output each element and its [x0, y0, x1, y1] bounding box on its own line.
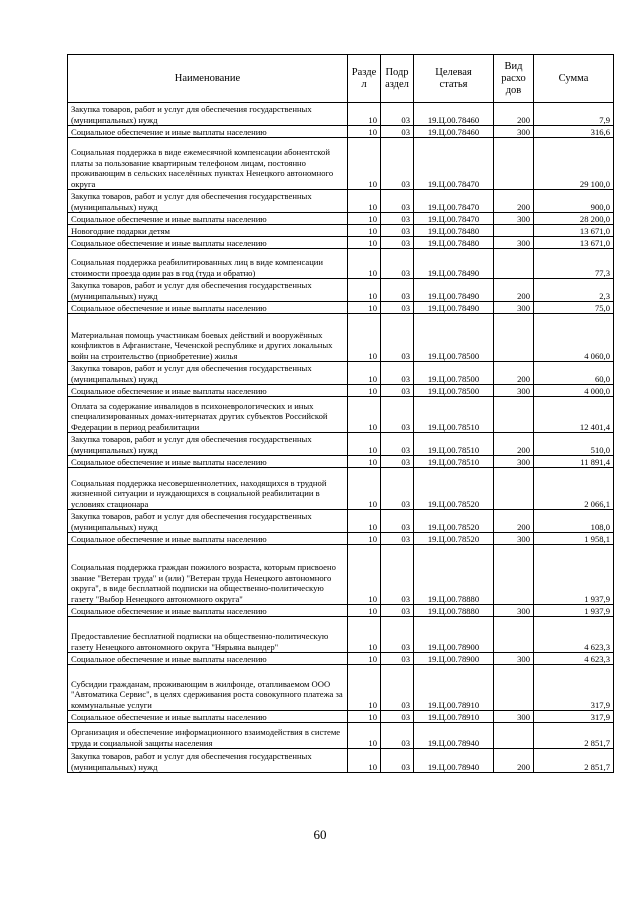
- row-expense-type: [494, 314, 534, 362]
- row-sum: 12 401,4: [534, 397, 614, 433]
- row-sum: 4 623,3: [534, 653, 614, 665]
- table-row: [68, 397, 614, 433]
- row-sum: 2,3: [534, 279, 614, 302]
- row-expense-type: 300: [494, 385, 534, 397]
- table-row: [68, 545, 614, 605]
- row-sum: 4 060,0: [534, 314, 614, 362]
- row-name: Закупка товаров, работ и услуг для обеспечения государственных (муниципальных) нужд: [68, 279, 348, 302]
- table-header-row: [68, 55, 614, 103]
- row-subsection: 03: [381, 711, 414, 723]
- row-expense-type: 300: [494, 711, 534, 723]
- row-section: 10: [348, 314, 381, 362]
- row-subsection: 03: [381, 103, 414, 126]
- table-row: [68, 653, 614, 665]
- row-expense-type: [494, 617, 534, 653]
- row-subsection: 03: [381, 314, 414, 362]
- row-subsection: 03: [381, 653, 414, 665]
- table-row: [68, 103, 614, 126]
- budget-table: [67, 54, 614, 773]
- row-expense-type: [494, 225, 534, 237]
- row-subsection: 03: [381, 723, 414, 749]
- row-name: Субсидии гражданам, проживающим в жилфонде, отапливаемом ООО "Автоматика Сервис", в целях сдерживания роста совокупного платежа за коммунальные услуги: [68, 665, 348, 711]
- row-target-article: 19.Ц.00.78480: [414, 237, 494, 249]
- row-name: Социальная поддержка в виде ежемесячной компенсации абонентской платы за пользование квартирным телефоном лицам, постоянно проживающим в сельских населённых пунктах Ненецкого автономного округа: [68, 138, 348, 190]
- row-expense-type: [494, 468, 534, 510]
- row-name: Закупка товаров, работ и услуг для обеспечения государственных (муниципальных) нужд: [68, 190, 348, 213]
- row-sum: 316,6: [534, 126, 614, 138]
- row-section: 10: [348, 468, 381, 510]
- table-row: [68, 723, 614, 749]
- table-row: [68, 711, 614, 723]
- table-row: [68, 533, 614, 545]
- row-sum: 13 671,0: [534, 237, 614, 249]
- row-name: Социальное обеспечение и иные выплаты населению: [68, 302, 348, 314]
- row-expense-type: [494, 723, 534, 749]
- header-expense-label: Вид расхо дов: [501, 60, 526, 96]
- row-subsection: 03: [381, 249, 414, 279]
- row-section: 10: [348, 385, 381, 397]
- row-sum: 2 851,7: [534, 749, 614, 773]
- row-expense-type: 200: [494, 103, 534, 126]
- header-subsection-label: Подр аздел: [385, 66, 409, 90]
- table-body: [68, 103, 614, 773]
- row-expense-type: 300: [494, 126, 534, 138]
- row-section: 10: [348, 545, 381, 605]
- row-name: Социальное обеспечение и иные выплаты населению: [68, 213, 348, 225]
- row-target-article: 19.Ц.00.78940: [414, 723, 494, 749]
- row-target-article: 19.Ц.00.78500: [414, 362, 494, 385]
- table-row: [68, 237, 614, 249]
- table-row: [68, 510, 614, 533]
- row-section: 10: [348, 665, 381, 711]
- row-name: Социальное обеспечение и иные выплаты населению: [68, 605, 348, 617]
- header-expense-type: [494, 55, 534, 103]
- row-target-article: 19.Ц.00.78900: [414, 653, 494, 665]
- row-subsection: 03: [381, 433, 414, 456]
- row-name: Социальное обеспечение и иные выплаты населению: [68, 711, 348, 723]
- table-row: [68, 190, 614, 213]
- row-subsection: 03: [381, 665, 414, 711]
- row-target-article: 19.Ц.00.78470: [414, 138, 494, 190]
- row-subsection: 03: [381, 468, 414, 510]
- table-row: [68, 314, 614, 362]
- row-section: 10: [348, 510, 381, 533]
- row-name: Социальное обеспечение и иные выплаты населению: [68, 126, 348, 138]
- table-row: [68, 225, 614, 237]
- row-subsection: 03: [381, 279, 414, 302]
- row-sum: 900,0: [534, 190, 614, 213]
- row-section: 10: [348, 362, 381, 385]
- row-sum: 7,9: [534, 103, 614, 126]
- row-subsection: 03: [381, 225, 414, 237]
- row-name: Социальное обеспечение и иные выплаты населению: [68, 456, 348, 468]
- row-name: Закупка товаров, работ и услуг для обеспечения государственных (муниципальных) нужд: [68, 749, 348, 773]
- row-section: 10: [348, 279, 381, 302]
- row-subsection: 03: [381, 302, 414, 314]
- row-target-article: 19.Ц.00.78490: [414, 302, 494, 314]
- header-name: Наименование: [68, 55, 348, 103]
- header-section-label: Разде л: [351, 66, 377, 90]
- row-target-article: 19.Ц.00.78900: [414, 617, 494, 653]
- row-name: Предоставление бесплатной подписки на общественно-политическую газету Ненецкого автономного округа "Нярьяна вындер": [68, 617, 348, 653]
- row-sum: 28 200,0: [534, 213, 614, 225]
- row-section: 10: [348, 533, 381, 545]
- row-section: 10: [348, 302, 381, 314]
- row-name: Социальное обеспечение и иные выплаты населению: [68, 237, 348, 249]
- row-section: 10: [348, 711, 381, 723]
- row-subsection: 03: [381, 213, 414, 225]
- row-sum: 4 623,3: [534, 617, 614, 653]
- row-target-article: 19.Ц.00.78500: [414, 314, 494, 362]
- row-subsection: 03: [381, 533, 414, 545]
- table-row: [68, 456, 614, 468]
- row-target-article: 19.Ц.00.78510: [414, 397, 494, 433]
- row-expense-type: [494, 665, 534, 711]
- row-target-article: 19.Ц.00.78880: [414, 605, 494, 617]
- row-name: Новогодние подарки детям: [68, 225, 348, 237]
- row-target-article: 19.Ц.00.78500: [414, 385, 494, 397]
- row-sum: 2 066,1: [534, 468, 614, 510]
- row-name: Закупка товаров, работ и услуг для обеспечения государственных (муниципальных) нужд: [68, 433, 348, 456]
- row-name: Оплата за содержание инвалидов в психоневрологических и иных специализированных домах-интернатах других субъектов Российской Федерации в период реабилитации: [68, 397, 348, 433]
- row-section: 10: [348, 653, 381, 665]
- row-expense-type: 200: [494, 749, 534, 773]
- row-subsection: 03: [381, 456, 414, 468]
- row-sum: 60,0: [534, 362, 614, 385]
- row-target-article: 19.Ц.00.78910: [414, 665, 494, 711]
- row-target-article: 19.Ц.00.78510: [414, 433, 494, 456]
- header-target-article: [414, 55, 494, 103]
- table-row: [68, 126, 614, 138]
- row-name: Закупка товаров, работ и услуг для обеспечения государственных (муниципальных) нужд: [68, 510, 348, 533]
- row-subsection: 03: [381, 397, 414, 433]
- row-expense-type: [494, 397, 534, 433]
- row-target-article: 19.Ц.00.78520: [414, 510, 494, 533]
- row-sum: 510,0: [534, 433, 614, 456]
- row-sum: 29 100,0: [534, 138, 614, 190]
- row-section: 10: [348, 397, 381, 433]
- row-sum: 108,0: [534, 510, 614, 533]
- row-sum: 317,9: [534, 665, 614, 711]
- row-subsection: 03: [381, 749, 414, 773]
- row-sum: 11 891,4: [534, 456, 614, 468]
- header-target-label: Целевая статья: [435, 66, 472, 90]
- row-expense-type: 200: [494, 510, 534, 533]
- row-name: Социальная поддержка несовершеннолетних, находящихся в трудной жизненной ситуации и нуждающихся в социальной реабилитации в условиях стационара: [68, 468, 348, 510]
- header-section: [348, 55, 381, 103]
- row-expense-type: 200: [494, 362, 534, 385]
- row-target-article: 19.Ц.00.78470: [414, 213, 494, 225]
- row-subsection: 03: [381, 190, 414, 213]
- row-name: Социальное обеспечение и иные выплаты населению: [68, 653, 348, 665]
- page-number: 60: [313, 827, 327, 842]
- row-expense-type: 300: [494, 456, 534, 468]
- row-target-article: 19.Ц.00.78510: [414, 456, 494, 468]
- row-section: 10: [348, 237, 381, 249]
- table-row: [68, 249, 614, 279]
- row-section: 10: [348, 213, 381, 225]
- row-name: Социальное обеспечение и иные выплаты населению: [68, 385, 348, 397]
- row-target-article: 19.Ц.00.78940: [414, 749, 494, 773]
- row-sum: 75,0: [534, 302, 614, 314]
- row-name: Социальная поддержка реабилитированных лиц в виде компенсации стоимости проезда один раз в год (туда и обратно): [68, 249, 348, 279]
- row-expense-type: 300: [494, 302, 534, 314]
- row-section: 10: [348, 190, 381, 213]
- row-target-article: 19.Ц.00.78490: [414, 279, 494, 302]
- row-section: 10: [348, 723, 381, 749]
- row-name: Организация и обеспечение информационного взаимодействия в системе труда и социальной защиты населения: [68, 723, 348, 749]
- table-row: [68, 279, 614, 302]
- row-section: 10: [348, 249, 381, 279]
- row-expense-type: 200: [494, 279, 534, 302]
- row-expense-type: 300: [494, 605, 534, 617]
- table-row: [68, 385, 614, 397]
- row-expense-type: 200: [494, 433, 534, 456]
- row-target-article: 19.Ц.00.78460: [414, 126, 494, 138]
- row-section: 10: [348, 617, 381, 653]
- row-expense-type: [494, 138, 534, 190]
- row-expense-type: 300: [494, 533, 534, 545]
- row-subsection: 03: [381, 617, 414, 653]
- row-target-article: 19.Ц.00.78520: [414, 468, 494, 510]
- row-section: 10: [348, 103, 381, 126]
- header-subsection: [381, 55, 414, 103]
- row-name: Закупка товаров, работ и услуг для обеспечения государственных (муниципальных) нужд: [68, 362, 348, 385]
- table-row: [68, 749, 614, 773]
- row-name: Закупка товаров, работ и услуг для обеспечения государственных (муниципальных) нужд: [68, 103, 348, 126]
- table-row: [68, 665, 614, 711]
- row-expense-type: 300: [494, 213, 534, 225]
- row-target-article: 19.Ц.00.78880: [414, 545, 494, 605]
- row-name: Социальная поддержка граждан пожилого возраста, которым присвоено звание "Ветеран труда" и (или) "Ветеран труда Ненецкого автономного округа", в виде бесплатной подписки на общественно-политическую газету "Выбор Ненецкого автономного округа": [68, 545, 348, 605]
- row-expense-type: 300: [494, 653, 534, 665]
- table-row: [68, 617, 614, 653]
- row-section: 10: [348, 138, 381, 190]
- row-name: Материальная помощь участникам боевых действий и вооружённых конфликтов в Афганистане, Чеченской республике и других локальных войн на строительство (приобретение) жилья: [68, 314, 348, 362]
- table-row: [68, 605, 614, 617]
- table-row: [68, 468, 614, 510]
- row-section: 10: [348, 456, 381, 468]
- row-subsection: 03: [381, 237, 414, 249]
- row-sum: 1 937,9: [534, 605, 614, 617]
- row-subsection: 03: [381, 385, 414, 397]
- row-section: 10: [348, 433, 381, 456]
- table-row: [68, 362, 614, 385]
- row-subsection: 03: [381, 545, 414, 605]
- row-target-article: 19.Ц.00.78490: [414, 249, 494, 279]
- row-expense-type: [494, 249, 534, 279]
- row-section: 10: [348, 749, 381, 773]
- row-subsection: 03: [381, 362, 414, 385]
- table-row: [68, 138, 614, 190]
- row-expense-type: 300: [494, 237, 534, 249]
- row-sum: 1 937,9: [534, 545, 614, 605]
- table-row: [68, 433, 614, 456]
- table-row: [68, 302, 614, 314]
- row-section: 10: [348, 126, 381, 138]
- row-section: 10: [348, 605, 381, 617]
- row-section: 10: [348, 225, 381, 237]
- row-name: Социальное обеспечение и иные выплаты населению: [68, 533, 348, 545]
- row-sum: 317,9: [534, 711, 614, 723]
- row-sum: 4 000,0: [534, 385, 614, 397]
- row-sum: 13 671,0: [534, 225, 614, 237]
- row-subsection: 03: [381, 126, 414, 138]
- row-expense-type: [494, 545, 534, 605]
- row-sum: 77,3: [534, 249, 614, 279]
- row-sum: 2 851,7: [534, 723, 614, 749]
- row-target-article: 19.Ц.00.78480: [414, 225, 494, 237]
- header-sum: Сумма: [534, 55, 614, 103]
- table-row: [68, 213, 614, 225]
- row-target-article: 19.Ц.00.78460: [414, 103, 494, 126]
- row-subsection: 03: [381, 138, 414, 190]
- row-subsection: 03: [381, 510, 414, 533]
- row-target-article: 19.Ц.00.78520: [414, 533, 494, 545]
- row-target-article: 19.Ц.00.78910: [414, 711, 494, 723]
- row-target-article: 19.Ц.00.78470: [414, 190, 494, 213]
- row-subsection: 03: [381, 605, 414, 617]
- row-sum: 1 958,1: [534, 533, 614, 545]
- row-expense-type: 200: [494, 190, 534, 213]
